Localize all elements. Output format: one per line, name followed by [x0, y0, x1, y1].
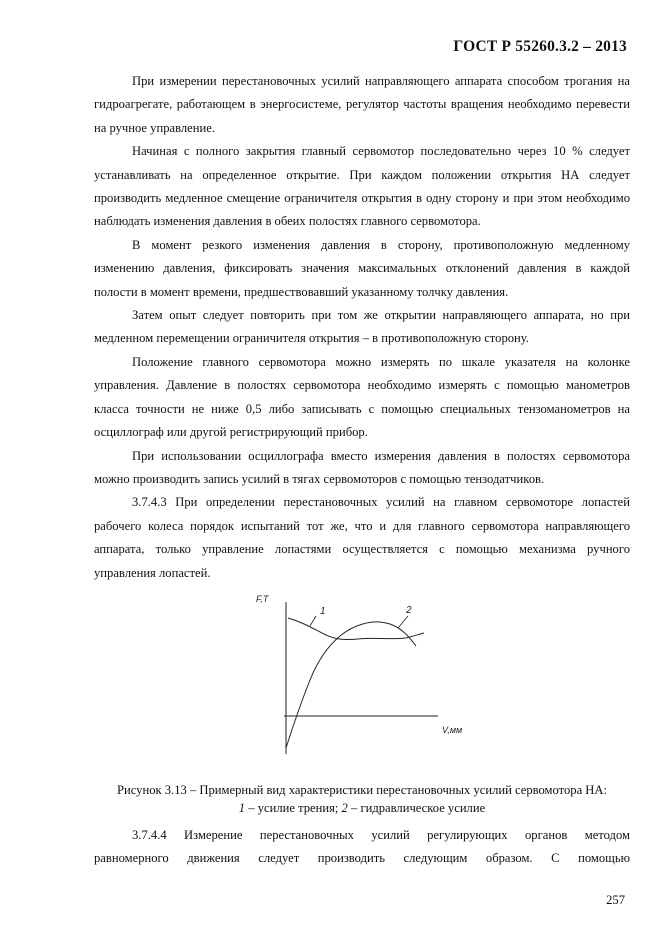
figure-caption — [94, 781, 630, 817]
paragraph-4: Затем опыт следует повторить при том же открытии направляющего аппарата, но при медленном перемещении ограничителя открытия – в противоположную сторону. — [94, 308, 630, 346]
paragraph-3: В момент резкого изменения давления в сторону, противоположную медленному изменению давления, фиксировать значения максимальных отклонений давления в каждой полости в момент времени, предшествовавший указанному толчку давления. — [94, 237, 630, 299]
paragraph-7: 3.7.4.3 При определении перестановочных усилий на главном сервомоторе лопастей рабочего колеса порядок испытаний тот же, что и для главного сервомотора направляющего аппарата, только управление лопастями осуществляется с помощью механизма ручного управления лопастей. — [94, 495, 630, 580]
bottom-paragraph-line-1: 3.7.4.4 Измерение перестановочных усилий регулирующих органов методом — [132, 828, 630, 842]
curve-2-leader — [398, 616, 408, 628]
document-header: ГОСТ Р 55260.3.2 – 2013 — [453, 38, 627, 55]
curve-2-label: 2 — [406, 605, 412, 616]
paragraph-6: При использовании осциллографа вместо измерения давления в полостях сервомотора можно производить запись усилий в тягах сервомоторов с помощью тензодатчиков. — [94, 448, 630, 486]
bottom-paragraph-line-2: равномерного движения следует производить следующим образом. С помощью — [94, 851, 630, 866]
figure-svg — [240, 588, 480, 768]
paragraph-5: Положение главного сервомотора можно измерять по шкале указателя на колонке управления. Давление в полостях сервомотора необходимо измерять с помощью манометров класса точности не ниже 0,5 либо записывать с помощью специальных тензоманометров на осциллограф или другой регистрирующий прибор. — [94, 354, 630, 440]
page-number: 257 — [606, 893, 625, 907]
curve-1-label: 1 — [320, 606, 326, 617]
paragraph-1: При измерении перестановочных усилий направляющего аппарата способом трогания на гидроагрегате, работающем в энергосистеме, регулятор частоты вращения необходимо перевести на ручное управление. — [94, 74, 630, 135]
caption-item-1-number: 1 — [238, 801, 246, 815]
caption-line-2 — [94, 799, 630, 817]
caption-item-1-text: – усилие трения; — [245, 801, 342, 815]
y-axis-label: F,T — [256, 594, 269, 604]
paragraph-2: Начиная с полного закрытия главный сервомотор последовательно через 10 % следует устанавливать на определенное открытие. При каждом положении открытия НА следует производить медленное смещение ограничителя открытия в одну сторону и при этом необходимо наблюдать изменения давления в обеих полостях главного сервомотора. — [94, 144, 630, 229]
body-text — [94, 70, 630, 585]
force-characteristic-figure — [240, 588, 480, 768]
curve-1-leader — [310, 616, 316, 626]
x-axis-label: V,мм — [442, 725, 463, 735]
bottom-paragraph — [94, 824, 630, 871]
caption-item-2-number: 2 — [341, 801, 348, 815]
caption-line-1: Рисунок 3.13 – Примерный вид характеристики перестановочных усилий сервомотора НА: — [116, 783, 607, 797]
curve-2-hydraulic — [286, 622, 416, 748]
caption-item-2-text: – гидравлическое усилие — [347, 801, 486, 815]
